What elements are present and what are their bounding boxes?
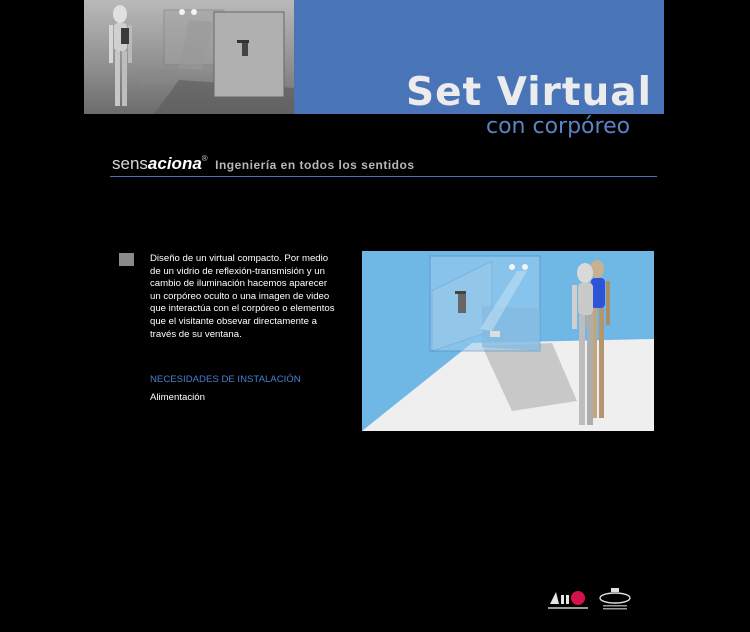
page-title: Set Virtual bbox=[406, 70, 652, 115]
brand-tagline: Ingeniería en todos los sentidos bbox=[215, 158, 415, 172]
page-subtitle: con corpóreo bbox=[486, 114, 631, 139]
description-text: Diseño de un virtual compacto. Por medio de un vidrio de reflexión-transmisión y un cambio de iluminación hacemos aparecer un corpóreo oculto o una imagen de video que interactúa con el corpóreo o elementos que el visitante obsevar directamente a través de su ventana. bbox=[150, 253, 335, 340]
brand-logo bbox=[112, 154, 415, 174]
bullet-square-icon bbox=[119, 253, 134, 266]
requirements-item: Alimentación bbox=[150, 392, 205, 403]
header-image bbox=[84, 0, 294, 114]
brand-name-part2: aciona bbox=[147, 154, 202, 173]
brand-name-part1: sens bbox=[112, 154, 148, 173]
scene-illustration bbox=[362, 251, 654, 431]
registered-mark: ® bbox=[201, 154, 208, 163]
footer-logo-airo[interactable] bbox=[546, 586, 590, 612]
requirements-heading: NECESIDADES DE INSTALACIÓN bbox=[150, 374, 301, 385]
footer-logo-tlv[interactable] bbox=[597, 586, 633, 612]
header-divider bbox=[110, 176, 657, 177]
